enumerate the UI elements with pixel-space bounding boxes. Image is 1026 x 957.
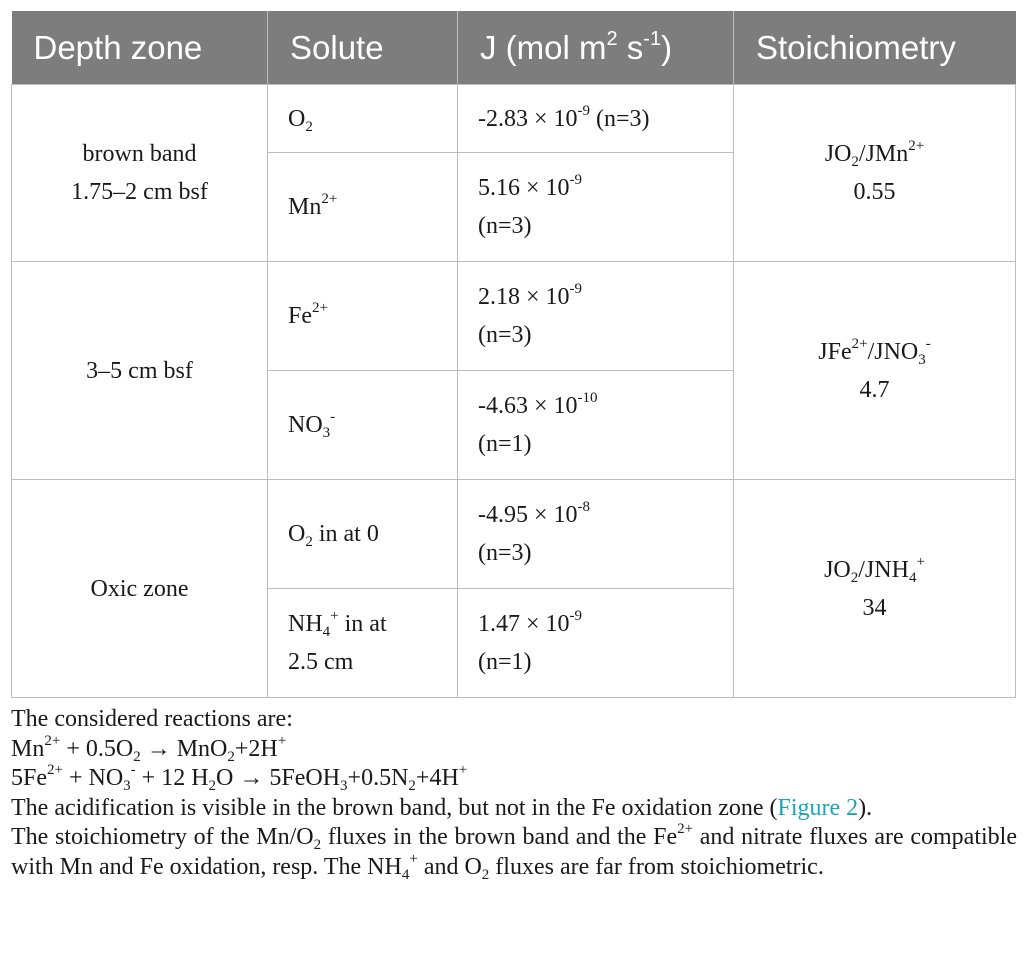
depth-zone-cell: Oxic zone <box>12 480 268 698</box>
table-row <box>12 262 1016 371</box>
flux-table <box>11 11 1016 698</box>
figure-2-link[interactable]: Figure 2 <box>777 794 859 821</box>
reaction-iron: $5Fe^{2+} + NO_3^- + 12$ $H_2O$ → $5FeOH_3+0.5N_2+4H^+$ <box>11 762 468 794</box>
header-flux: J (mol $m^2$ $s^{-1}$) <box>458 11 734 85</box>
reaction-manganese: $Mn^{2+} + 0.5O_2 \to MnO_2+2H^+$ <box>11 732 287 765</box>
stoichiometry-cell: $JO_2/JNH_4^+$ 34 <box>734 480 1016 698</box>
depth-zone-cell: brown band 1.75–2 cm bsf <box>12 85 268 262</box>
header-stoichiometry: Stoichiometry <box>734 11 1016 85</box>
solute-cell: $O_2$ <box>268 85 458 153</box>
header-depth-zone: Depth zone <box>12 11 268 85</box>
stoichiometry-cell: $JFe^{2+}/JNO_3^-$ 4.7 <box>734 262 1016 480</box>
flux-cell: $5.16 \times 10^{-9}$ (n=3) <box>458 153 734 262</box>
acidification-note: The acidification is visible in the brown band, but not in the Fe oxidation zone (Figure 2). <box>11 794 873 821</box>
solute-cell: $Mn^{2+}$ <box>268 153 458 262</box>
flux-cell: $1.47 \times 10^{-9}$ (n=1) <box>458 589 734 698</box>
table-row <box>12 480 1016 589</box>
table-row <box>12 85 1016 153</box>
flux-cell: $-4.63 \times 10^{-10}$ (n=1) <box>458 371 734 480</box>
solute-cell: $NH_4^+$ in at 2.5 cm <box>268 589 458 698</box>
depth-zone-cell: 3–5 cm bsf <box>12 262 268 480</box>
stoichiometry-cell: $JO_2/JMn^{2+}$ 0.55 <box>734 85 1016 262</box>
solute-cell: $Fe^{2+}$ <box>268 262 458 371</box>
stoichiometry-note: The stoichiometry of the $Mn/O_2$ fluxes in the brown band and the $Fe^{2+}$ and nitrate fluxes are compatible with Mn and Fe oxidation, resp. The $NH_4^+$ and $O_2$ fluxes are far from stoichiometric. <box>11 821 1017 883</box>
reactions-intro: The considered reactions are: <box>11 706 293 732</box>
solute-cell: $O_2$ in at 0 <box>268 480 458 589</box>
header-solute: Solute <box>268 11 458 85</box>
header-row <box>12 11 1016 85</box>
table-footnotes <box>11 705 1017 882</box>
flux-cell: $-2.83 \times 10^{-9}$ (n=3) <box>458 85 734 153</box>
flux-cell: $2.18 \times 10^{-9}$ (n=3) <box>458 262 734 371</box>
solute-cell: $NO_3^-$ <box>268 371 458 480</box>
flux-cell: $-4.95 \times 10^{-8}$ (n=3) <box>458 480 734 589</box>
